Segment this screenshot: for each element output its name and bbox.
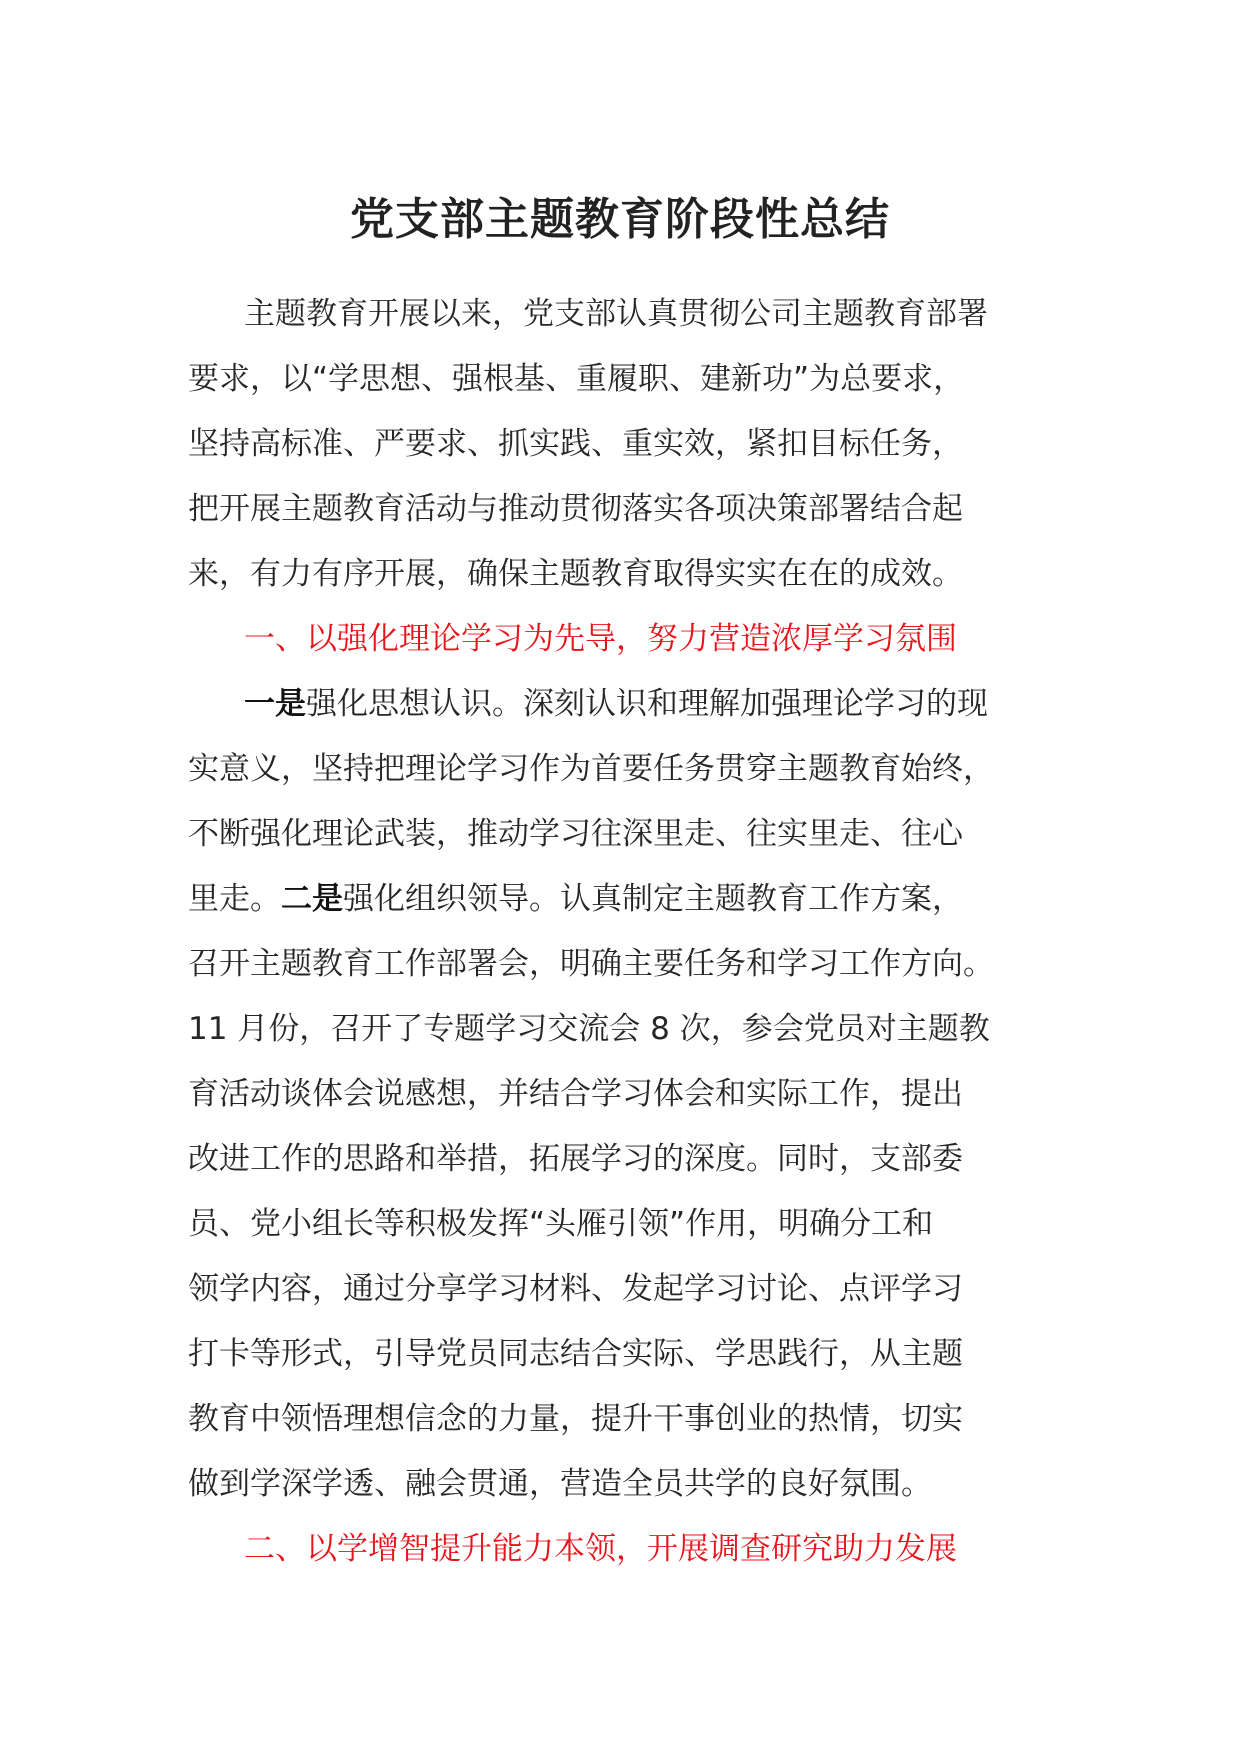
section-1-line-10: 领学内容，通过分享学习材料、发起学习讨论、点评学习	[188, 1271, 963, 1307]
section-1-line-13: 做到学深学透、融会贯通，营造全员共学的良好氛围。	[188, 1466, 932, 1502]
point-1-text: 强化思想认识。深刻认识和理解加强理论学习的现	[306, 686, 988, 722]
section-1-line-4	[188, 867, 1060, 932]
intro-line-2: 要求，以“学思想、强根基、重履职、建新功”为总要求，	[188, 361, 965, 397]
intro-line-3: 坚持高标准、严要求、抓实践、重实效，紧扣目标任务，	[188, 426, 963, 462]
intro-line-4: 把开展主题教育活动与推动贯彻落实各项决策部署结合起	[188, 491, 963, 527]
section-2-heading: 二、以学增智提升能力本领，开展调查研究助力发展	[244, 1531, 957, 1567]
point-1-label: 一是	[244, 686, 306, 722]
section-1-line-1	[188, 672, 1060, 737]
section-1-line-6: 11 月份，召开了专题学习交流会 8 次，参会党员对主题教	[188, 1011, 990, 1047]
document-body	[188, 282, 1060, 1582]
section-1-heading: 一、以强化理论学习为先导，努力营造浓厚学习氛围	[244, 621, 957, 657]
section-1-line-7: 育活动谈体会说感想，并结合学习体会和实际工作，提出	[188, 1076, 963, 1112]
section-1-line-12: 教育中领悟理想信念的力量，提升干事创业的热情，切实	[188, 1401, 963, 1437]
intro-line-1: 主题教育开展以来，党支部认真贯彻公司主题教育部署	[244, 296, 988, 332]
line-4-prefix: 里走。	[188, 881, 281, 917]
point-2-label: 二是	[281, 881, 343, 917]
section-1-line-3: 不断强化理论武装，推动学习往深里走、往实里走、往心	[188, 816, 963, 852]
section-1-line-2: 实意义，坚持把理论学习作为首要任务贯穿主题教育始终，	[188, 751, 994, 787]
intro-line-5: 来，有力有序开展，确保主题教育取得实实在在的成效。	[188, 556, 963, 592]
section-1-line-9: 员、党小组长等积极发挥“头雁引领”作用，明确分工和	[188, 1206, 934, 1242]
section-1-line-5: 召开主题教育工作部署会，明确主要任务和学习工作方向。	[188, 946, 994, 982]
section-1-line-8: 改进工作的思路和举措，拓展学习的深度。同时，支部委	[188, 1141, 963, 1177]
section-1-line-11: 打卡等形式，引导党员同志结合实际、学思践行，从主题	[188, 1336, 963, 1372]
point-2-text: 强化组织领导。认真制定主题教育工作方案，	[343, 881, 963, 917]
document-title: 党支部主题教育阶段性总结	[350, 194, 890, 245]
